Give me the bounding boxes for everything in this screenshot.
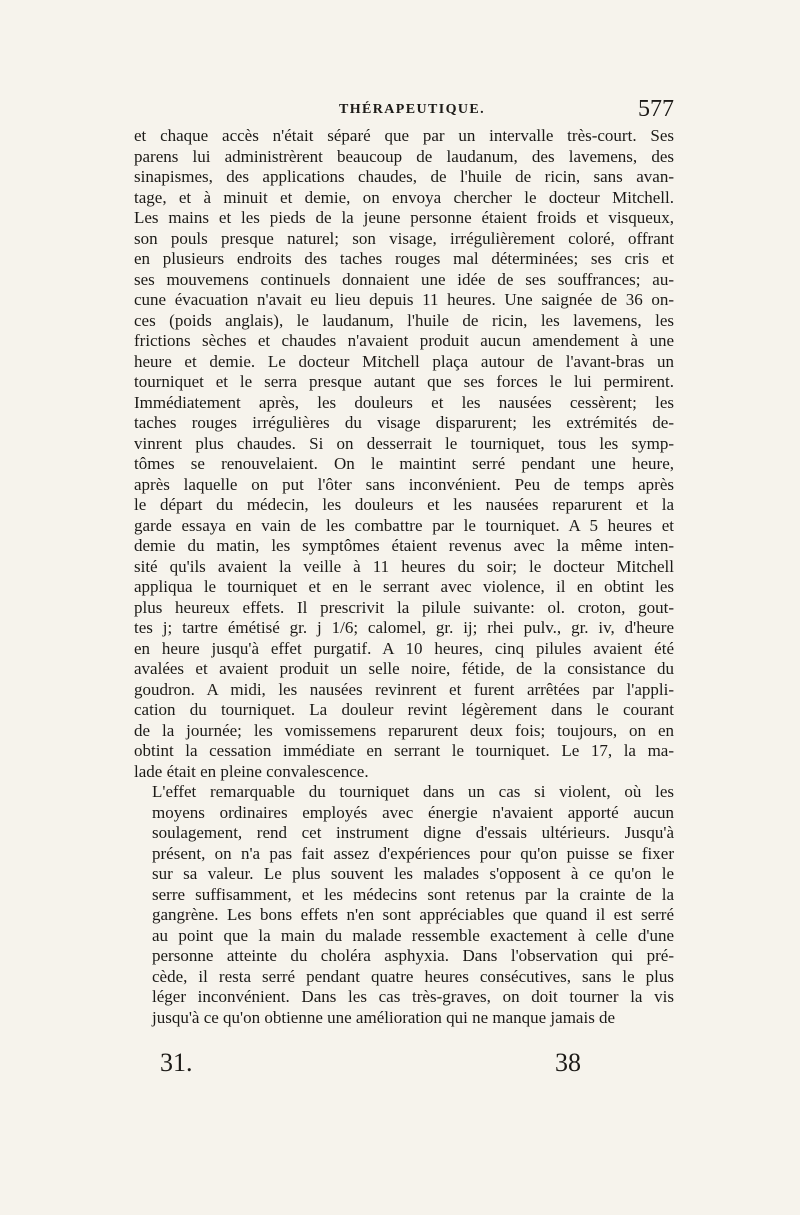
text-line: soulagement, rend cet instrument digne d'essais ultérieurs. Jusqu'à [152, 823, 674, 842]
text-line: parens lui administrèrent beaucoup de laudanum, des lavemens, des [134, 146, 674, 166]
text-line: jusqu'à ce qu'on obtienne une amélioration qui ne manque jamais de [152, 1007, 616, 1027]
text-line: tômes se renouvelaient. On le maintint serré pendant une heure, [134, 454, 674, 473]
text-line: en heure jusqu'à effet purgatif. A 10 heures, cinq pilules avaient été [134, 638, 674, 658]
text-line: cède, il resta serré pendant quatre heures consécutives, sans le plus [152, 966, 674, 986]
text-line: frictions sèches et chaudes n'avaient produit aucun amendement à une [134, 331, 674, 350]
text-line: de la journée; les vomissemens reparurent deux fois; toujours, on en [134, 720, 674, 740]
text-line: L'effet remarquable du tourniquet dans un cas si violent, où les [152, 782, 674, 801]
text-line: sité qu'ils avaient la veille à 11 heures du soir; le docteur Mitchell [134, 556, 674, 576]
text-line: cune évacuation n'avait eu lieu depuis 11 heures. Une saignée de 36 on- [134, 290, 674, 309]
text-line: sinapismes, des applications chaudes, de l'huile de ricin, sans avan- [134, 167, 674, 186]
text-line: au point que la main du malade ressemble exactement à celle d'une [152, 925, 674, 945]
text-line: demie du matin, les symptômes étaient revenus avec la même inten- [134, 536, 674, 555]
text-line: serre suffisamment, et les médecins sont retenus par la crainte de la [152, 884, 674, 904]
text-line: cation du tourniquet. La douleur revint légèrement dans le courant [134, 700, 674, 719]
text-line: tage, et à minuit et demie, on envoya chercher le docteur Mitchell. [134, 187, 674, 207]
text-line: lade était en pleine convalescence. [134, 761, 369, 781]
body-text [134, 126, 674, 1028]
printer-signature [160, 1048, 600, 1082]
running-head [134, 96, 674, 126]
text-line: taches rouges irrégulières du visage disparurent; les extrémités de- [134, 413, 674, 432]
text-line: goudron. A midi, les nausées revinrent et furent arrêtées par l'appli- [134, 679, 674, 699]
text-line: après laquelle on put l'ôter sans inconvénient. Peu de temps après [134, 474, 674, 494]
page-number: 577 [638, 96, 674, 122]
text-line: le départ du médecin, les douleurs et les nausées reparurent et la [134, 495, 674, 514]
text-line: tourniquet et le serra presque autant que ses forces le lui permirent. [134, 372, 674, 391]
text-line: vinrent plus chaudes. Si on desserrait le tourniquet, tous les symp- [134, 433, 674, 453]
text-line: Immédiatement après, les douleurs et les nausées cessèrent; les [134, 392, 674, 412]
text-line: ses mouvemens continuels donnaient une idée de ses souffrances; au- [134, 269, 674, 289]
text-line: avalées et avaient produit un selle noire, fétide, de la consistance du [134, 659, 674, 678]
text-line: son pouls presque naturel; son visage, irrégulièrement coloré, offrant [134, 228, 674, 248]
signature-mark-right: 38 [555, 1048, 581, 1077]
text-line: ces (poids anglais), le laudanum, l'huile de ricin, les lavemens, les [134, 310, 674, 330]
text-line: heure et demie. Le docteur Mitchell plaça autour de l'avant-bras un [134, 351, 674, 371]
text-line: garde essaya en vain de les combattre par le tourniquet. A 5 heures et [134, 515, 674, 535]
text-line: Les mains et les pieds de la jeune personne étaient froids et visqueux, [134, 208, 674, 227]
text-line: moyens ordinaires employés avec énergie n'avaient apporté aucun [152, 802, 674, 822]
text-line: obtint la cessation immédiate en serrant le tourniquet. Le 17, la ma- [134, 741, 674, 760]
paragraph-2 [134, 782, 674, 1028]
text-line: présent, on n'a pas fait assez d'expériences pour qu'on puisse se fixer [152, 843, 674, 863]
text-line: sur sa valeur. Le plus souvent les malades s'opposent à ce qu'on le [152, 864, 674, 883]
text-line: plus heureux effets. Il prescrivit la pilule suivante: ol. croton, gout- [134, 597, 674, 617]
text-line: appliqua le tourniquet et en le serrant avec violence, il en obtint les [134, 577, 674, 596]
text-line: en plusieurs endroits des taches rouges mal déterminées; ses cris et [134, 249, 674, 268]
signature-mark-left: 31. [160, 1048, 193, 1077]
text-line: personne atteinte du choléra asphyxia. Dans l'observation qui pré- [152, 946, 674, 965]
text-line: et chaque accès n'était séparé que par un intervalle très-court. Ses [134, 126, 674, 145]
text-line: gangrène. Les bons effets n'en sont appréciables que quand il est serré [152, 905, 674, 924]
text-line: tes j; tartre émétisé gr. j 1/6; calomel, gr. ij; rhei pulv., gr. iv, d'heure [134, 618, 674, 637]
paragraph-1 [134, 126, 674, 782]
running-title: THÉRAPEUTIQUE. [339, 102, 486, 117]
text-line: léger inconvénient. Dans les cas très-graves, on doit tourner la vis [152, 987, 674, 1006]
